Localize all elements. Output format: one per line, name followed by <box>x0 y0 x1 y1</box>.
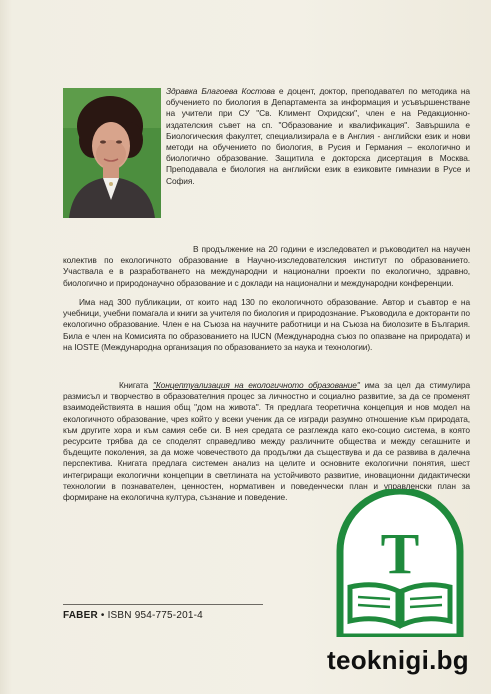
author-portrait-image <box>63 88 161 218</box>
book-summary-paragraph <box>63 380 470 503</box>
isbn-number: • ISBN 954-775-201-4 <box>100 610 203 621</box>
teoknigi-logo <box>336 489 464 637</box>
logo-letter: T <box>380 521 420 586</box>
open-book-icon <box>336 489 464 637</box>
author-bio-paragraph-2: В продължение на 20 години е изследовател и ръководител на научен колектив по екологичното образование в Научно-изследователския институт по образованието. Участвала е в разработването на международни и национални проекти по екологично, здравно, биологично и природонаучно образование и с доклади на национални и международни конференции. <box>63 244 470 288</box>
publisher-isbn-line <box>63 610 203 621</box>
brand-watermark: teoknigi.bg <box>327 645 469 675</box>
author-bio-paragraph-1 <box>166 86 470 187</box>
book-title: "Концептуализация на екологичното образование" <box>152 380 360 390</box>
summary-lead: Книгата <box>119 380 153 390</box>
author-photo <box>63 88 161 218</box>
footer-divider <box>63 604 263 605</box>
publisher-name: FABER <box>63 610 98 621</box>
author-bio-text: е доцент, доктор, преподавател по методика на обучението по биология в Департамента за информация и усъвършенстване на учители при СУ "Св. Климент Охридски", член е на Редакционно-издателския съвет на сп. "Образование и квалификация". Завършила е Биологическия факултет, специализирала е в Англия - английски език и нови методи на обучението по биология, в Русия и Германия – екологично и биологично образование. Защитила е докторска дисертация в Москва. Преподавала е биология на английски език в езиковите гимназии в Русе и София. <box>166 86 470 186</box>
author-name: Здравка Благоева Костова <box>166 86 275 96</box>
author-bio-paragraph-3: Има над 300 публикации, от които над 130 по екологичното образование. Автор и съавтор е на учебници, учебни помагала и книги за учителя по биология и природознание. Ръководила е докторанти по екологично образование. Член е на Съюза на научните работници и на Съюза на биолозите в България. Била е член на Комисията по образованието на IUCN (Международна съюз по опазване на природата) и на IOSTE (Международна организация по образованието за наука и технологии). <box>63 297 470 352</box>
summary-text: има за цел да стимулира размисъл и творчество в образователния процес за личностно и социално развитие, за да се променят взаимодействията в нашия общ "дом на живота". Тя предлага теоретична концепция и нов модел на екологичното образование, чрез който у всеки ученик да се изгради разумно отношение към природата, към другите хора и към самия себе си. В нея средата се разглежда като еко-социо система, в която ресурсите трябва да се споделят справедливо между различните общества и между сегашните и бъдещите поколения, за да може човечеството да продължи да съществува и да се развива в далечна перспектива. Книгата предлага системен анализ на целите и основните екологични понятия, шест интегриращи екологични концепции в светлината на устойчивото развитие, иновационни дидактически технологии в познавателен, ценностен, нормативен и поведенчески план и управленски план за формиране на екологична култура, съзнание и поведение. <box>63 380 471 503</box>
